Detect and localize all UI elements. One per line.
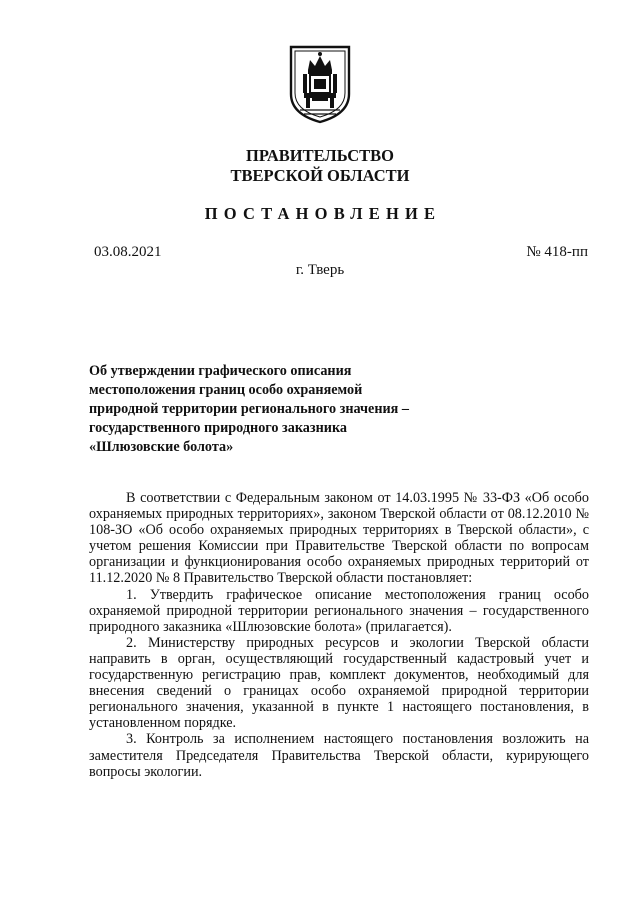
item-2-paragraph: 2. Министерству природных ресурсов и экологии Тверской области направить в орган, осуществляющий государственный кадастровый учет и государственную регистрацию прав, комплект документов, необходимый для внесения сведений о границах особо охраняемой природной территории регионального значения, указанной в пункте 1 настоящего постановления, в установленном порядке. <box>89 634 589 732</box>
document-date: 03.08.2021 <box>94 244 162 260</box>
coat-of-arms-icon <box>288 44 352 124</box>
document-subject <box>89 362 449 457</box>
document-city: г. Тверь <box>295 262 345 278</box>
document-type-heading: ПОСТАНОВЛЕНИЕ <box>204 204 442 223</box>
subject-line: «Шлюзовские болота» <box>89 439 234 455</box>
subject-line: Об утверждении графического описания <box>89 363 352 379</box>
document-number: № 418-пп <box>526 244 588 260</box>
subject-line: природной территории регионального значения – <box>89 401 409 417</box>
government-title-line1: ПРАВИТЕЛЬСТВО <box>246 146 394 165</box>
subject-line: местоположения границ особо охраняемой <box>89 382 363 398</box>
preamble-paragraph: В соответствии с Федеральным законом от 14.03.1995 № 33-ФЗ «Об особо охраняемых природных территориях», законом Тверской области от 08.12.2010 № 108-ЗО «Об особо охраняемых природных территориях в Тверской области», с учетом решения Комиссии при Правительстве Тверской области по вопросам организации и функционирования особо охраняемых природных территорий от 11.12.2020 № 8 Правительство Тверской области постановляет: <box>89 490 589 587</box>
item-1-paragraph: 1. Утвердить графическое описание местоположения границ особо охраняемой природной территории регионального значения – государственного природного заказника «Шлюзовские болота» (прилагается). <box>89 586 589 635</box>
item-3-paragraph: 3. Контроль за исполнением настоящего постановления возложить на заместителя Председателя Правительства Тверской области, курирующего вопросы экологии. <box>89 731 589 780</box>
document-body <box>89 490 589 780</box>
government-title-line2: ТВЕРСКОЙ ОБЛАСТИ <box>230 166 410 185</box>
subject-line: государственного природного заказника <box>89 420 347 436</box>
